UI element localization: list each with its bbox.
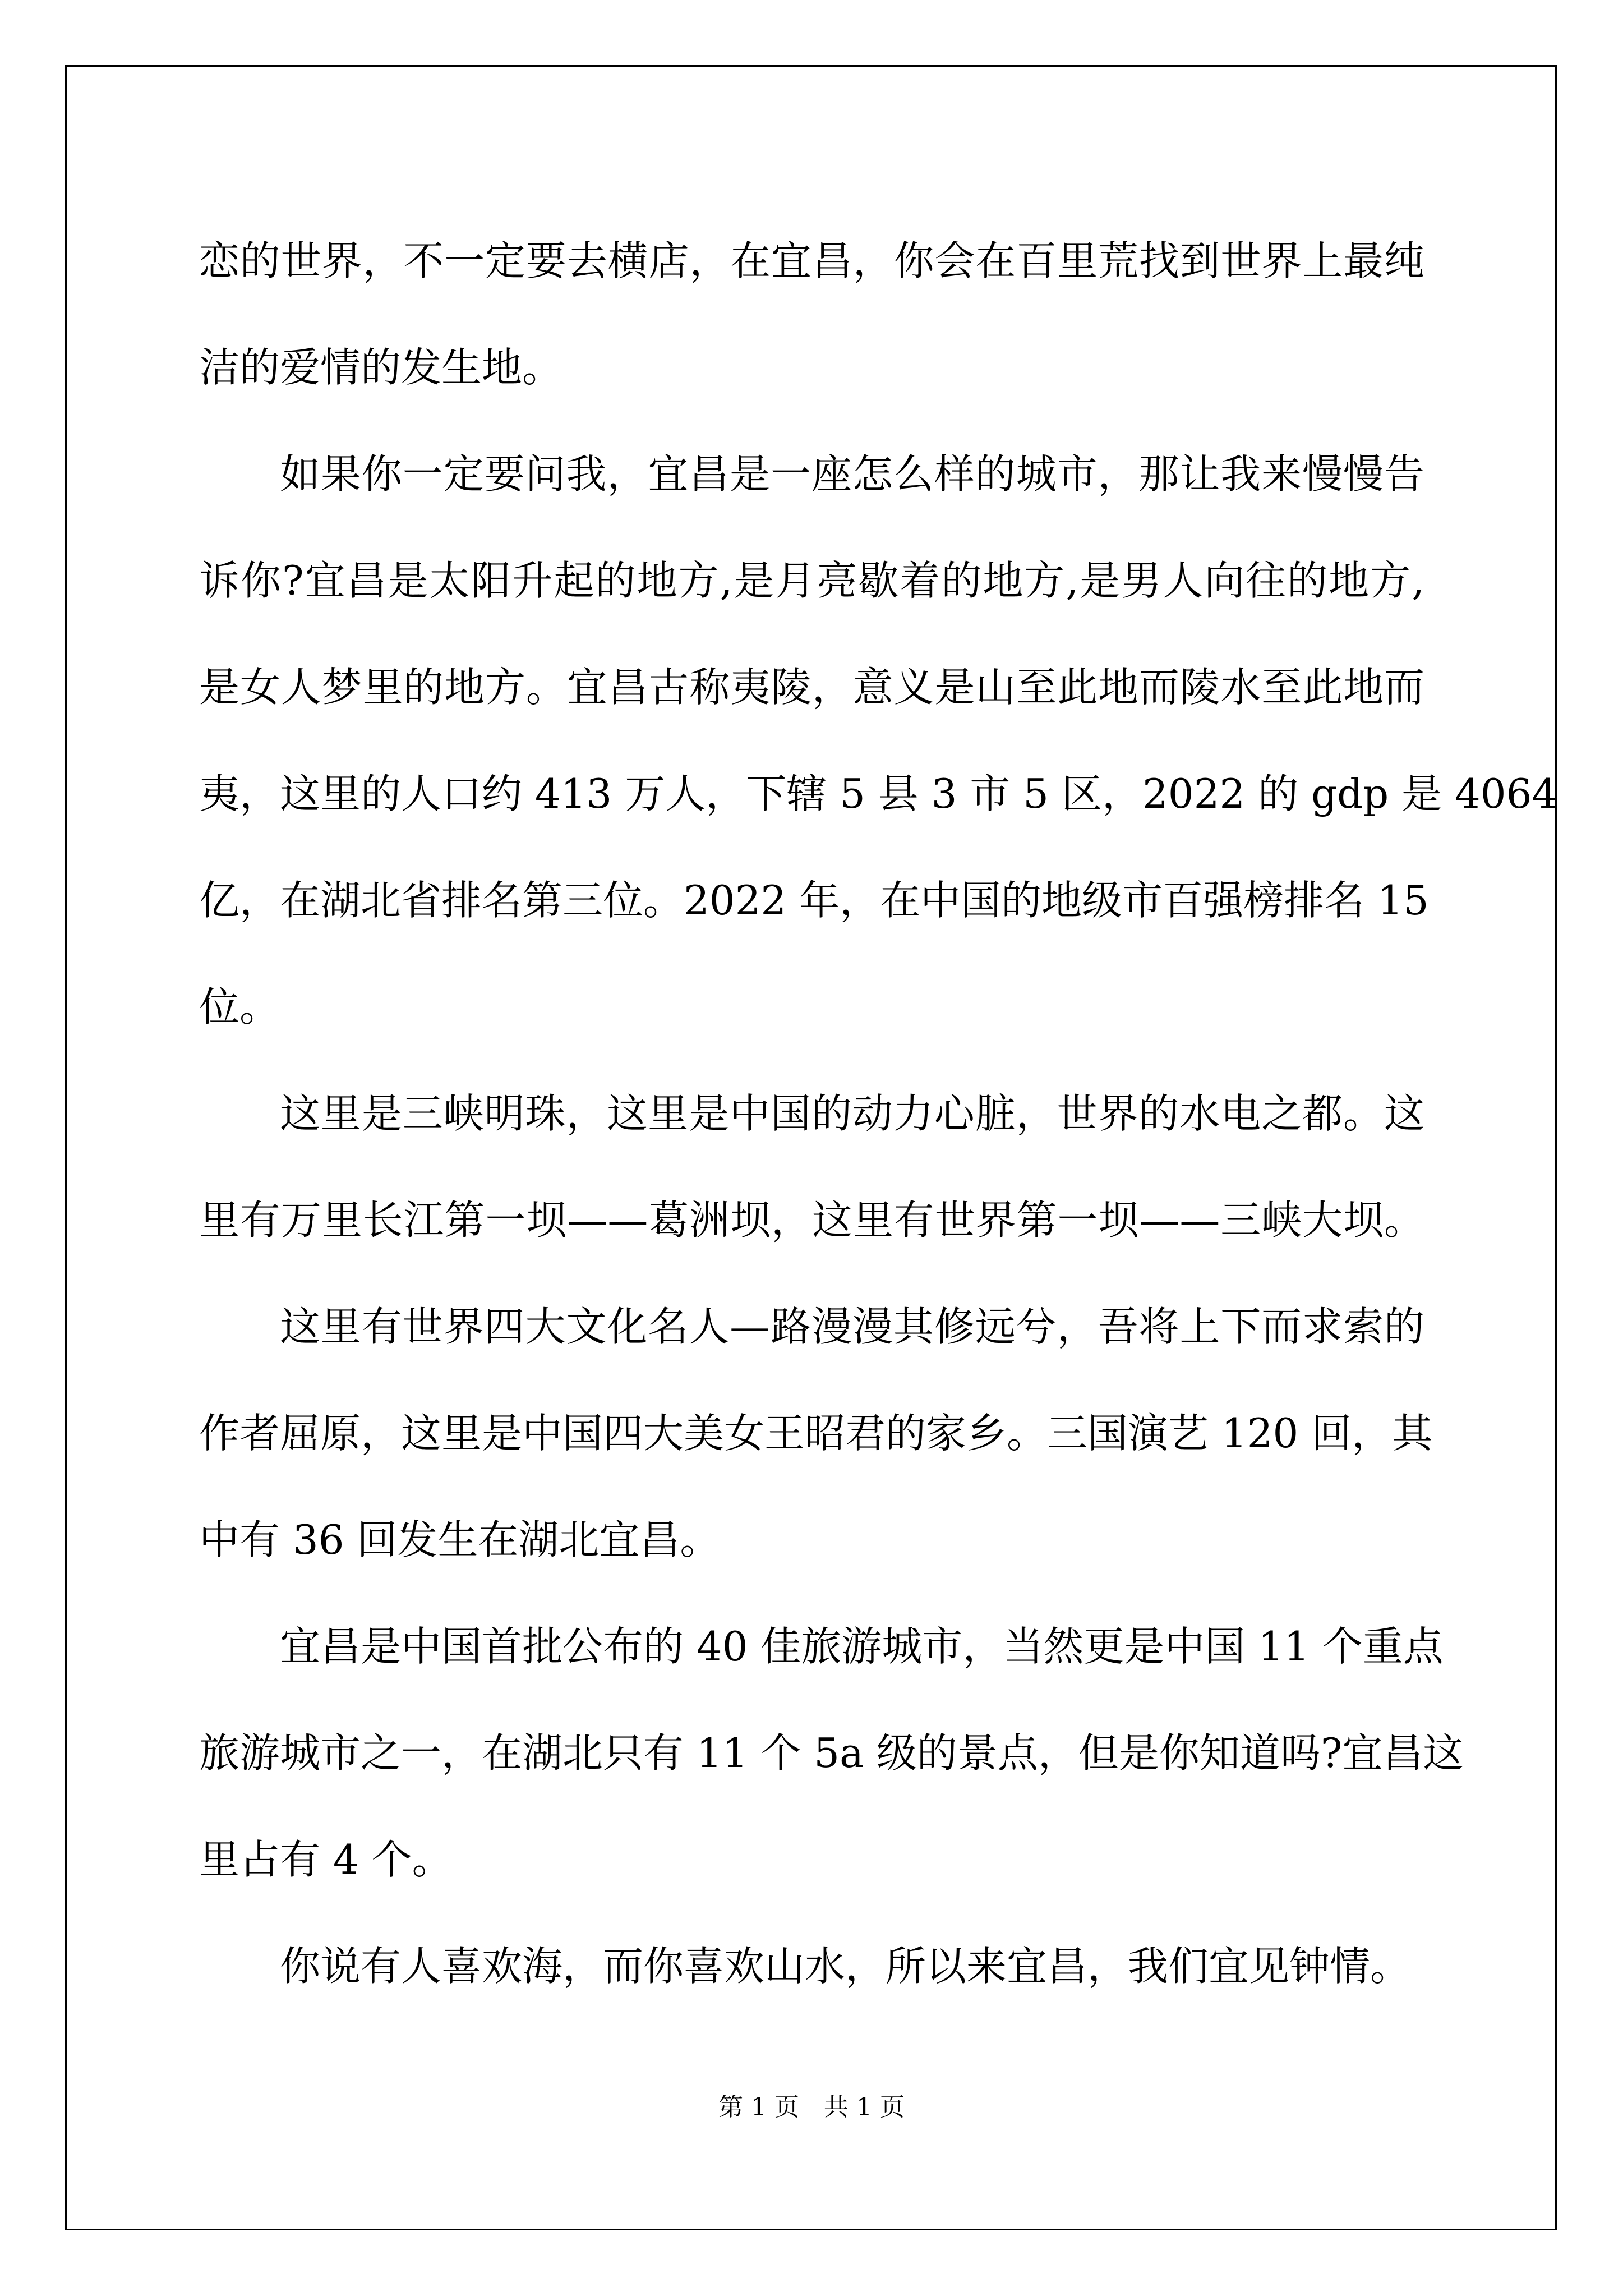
text-line: 亿，在湖北省排名第三位。2022 年，在中国的地级市百强榜排名 15 (199, 877, 1429, 924)
text-line: 中有 36 回发生在湖北宜昌。 (199, 1516, 721, 1563)
page-footer: 第 1 页 共 1 页 (718, 2093, 905, 2122)
text-line: 里占有 4 个。 (199, 1836, 453, 1883)
text-line: 里有万里长江第一坝——葛洲坝，这里有世界第一坝——三峡大坝。 (199, 1197, 1424, 1244)
text-line: 夷，这里的人口约 413 万人，下辖 5 县 3 市 5 区，2022 的 gdp 是 4064 (199, 770, 1558, 817)
document-body (199, 208, 1558, 2019)
text-line: 恋的世界，不一定要去横店，在宜昌，你会在百里荒找到世界上最纯 (199, 237, 1424, 284)
text-line: 诉你?宜昌是太阳升起的地方,是月亮歇着的地方,是男人向往的地方, (199, 557, 1424, 604)
text-line: 作者屈原，这里是中国四大美女王昭君的家乡。三国演艺 120 回，其 (199, 1410, 1433, 1457)
text-line: 旅游城市之一，在湖北只有 11 个 5a 级的景点，但是你知道吗?宜昌这 (199, 1729, 1464, 1777)
text-line: 宜昌是中国首批公布的 40 佳旅游城市，当然更是中国 11 个重点 (280, 1623, 1444, 1670)
text-line: 这里是三峡明珠，这里是中国的动力心脏，世界的水电之都。这 (280, 1090, 1424, 1137)
text-line: 你说有人喜欢海，而你喜欢山水，所以来宜昌，我们宜见钟情。 (280, 1943, 1411, 1990)
text-line: 洁的爱情的发生地。 (199, 344, 563, 391)
text-line: 位。 (199, 983, 280, 1030)
text-line: 如果你一定要问我，宜昌是一座怎么样的城市，那让我来慢慢告 (280, 450, 1424, 498)
text-line: 是女人梦里的地方。宜昌古称夷陵，意义是山至此地而陵水至此地而 (199, 664, 1424, 711)
text-line: 这里有世界四大文化名人—路漫漫其修远兮，吾将上下而求索的 (280, 1303, 1424, 1350)
